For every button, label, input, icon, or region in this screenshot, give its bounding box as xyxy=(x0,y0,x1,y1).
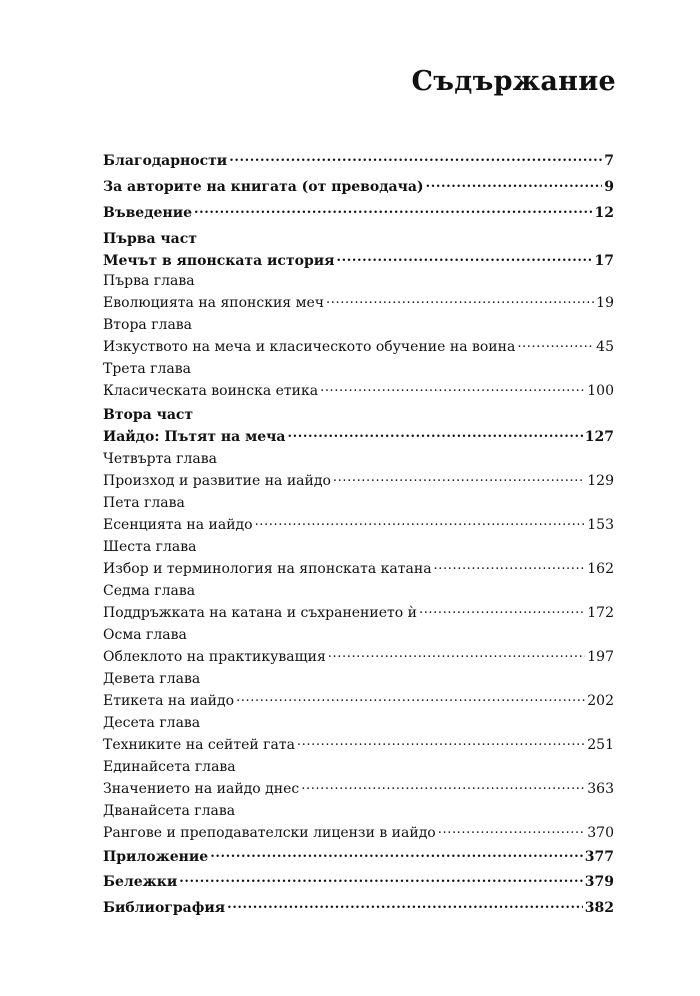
dot-leader xyxy=(517,332,594,354)
dot-leader xyxy=(333,466,585,488)
toc-entry[interactable] xyxy=(103,448,614,492)
toc-line xyxy=(103,292,614,314)
dot-leader xyxy=(336,246,592,268)
toc-line xyxy=(103,202,614,224)
entry-title: За авторите на книгата (от преводача) xyxy=(103,179,424,195)
entry-title: Есенцията на иайдо xyxy=(103,517,253,533)
toc-entry[interactable] xyxy=(103,150,614,172)
toc-line xyxy=(103,897,614,919)
toc-line xyxy=(103,646,614,668)
page-number: 377 xyxy=(584,849,614,865)
entry-title: Мечът в японската история xyxy=(103,253,335,269)
toc-entry[interactable] xyxy=(103,228,614,272)
page-number: 370 xyxy=(587,825,614,841)
toc-line xyxy=(103,514,614,536)
dot-leader xyxy=(426,172,603,194)
page-number: 100 xyxy=(587,383,614,399)
dot-leader xyxy=(297,730,585,752)
dot-leader xyxy=(236,686,585,708)
toc-line xyxy=(103,846,614,868)
dot-leader xyxy=(328,642,585,664)
entry-title: Рангове и преподавателски лицензи в иайдо xyxy=(103,825,436,841)
dot-leader xyxy=(438,818,586,840)
page-number: 363 xyxy=(587,781,614,797)
toc-entry[interactable] xyxy=(103,871,614,893)
toc-entry[interactable] xyxy=(103,668,614,712)
dot-leader xyxy=(320,376,585,398)
page-number: 127 xyxy=(584,429,614,445)
toc-line xyxy=(103,150,614,172)
toc-line xyxy=(103,558,614,580)
toc-entry[interactable] xyxy=(103,358,614,402)
chapter-heading: Трета глава xyxy=(103,361,191,377)
toc-entry[interactable] xyxy=(103,897,614,919)
page-number: 251 xyxy=(587,737,614,753)
entry-title: Етикета на иайдо xyxy=(103,693,235,709)
dot-leader xyxy=(434,554,586,576)
entry-title: Благодарности xyxy=(103,153,228,169)
toc-entry[interactable] xyxy=(103,492,614,536)
entry-title: Произход и развитие на иайдо xyxy=(103,473,331,489)
entry-title: Въведение xyxy=(103,205,192,221)
dot-leader xyxy=(419,598,585,620)
part-heading: Втора част xyxy=(103,407,194,423)
entry-title: Приложение xyxy=(103,849,209,865)
chapter-heading: Първа глава xyxy=(103,273,195,289)
page-number: 129 xyxy=(587,473,614,489)
dot-leader xyxy=(179,867,582,889)
toc-entry[interactable] xyxy=(103,624,614,668)
page-number: 162 xyxy=(587,561,614,577)
page-number: 172 xyxy=(587,605,614,621)
chapter-heading: Пета глава xyxy=(103,495,185,511)
entry-title: Техниките на сейтей гата xyxy=(103,737,295,753)
chapter-heading: Единайсета глава xyxy=(103,759,236,775)
toc-line xyxy=(103,734,614,756)
toc-entry[interactable] xyxy=(103,536,614,580)
toc-line xyxy=(103,380,614,402)
chapter-heading: Дванайсета глава xyxy=(103,803,236,819)
dot-leader xyxy=(210,842,583,864)
chapter-heading: Четвърта глава xyxy=(103,451,217,467)
toc-line xyxy=(103,690,614,712)
chapter-heading: Втора глава xyxy=(103,317,193,333)
toc-entry[interactable] xyxy=(103,314,614,358)
dot-leader xyxy=(227,893,583,915)
entry-title: Бележки xyxy=(103,874,178,890)
page-number: 7 xyxy=(604,153,614,169)
toc-line xyxy=(103,176,614,198)
entry-title: Избор и терминология на японската катана xyxy=(103,561,432,577)
page-number: 153 xyxy=(587,517,614,533)
toc-entry[interactable] xyxy=(103,580,614,624)
entry-title: Иайдо: Пътят на меча xyxy=(103,429,286,445)
toc-entry[interactable] xyxy=(103,270,614,314)
toc-line xyxy=(103,426,614,448)
page-number: 12 xyxy=(594,205,614,221)
entry-title: Значението на иайдо днес xyxy=(103,781,300,797)
page-number: 382 xyxy=(584,900,614,916)
dot-leader xyxy=(255,510,586,532)
dot-leader xyxy=(194,198,593,220)
entry-title: Библиография xyxy=(103,900,226,916)
dot-leader xyxy=(326,288,594,310)
toc-line xyxy=(103,778,614,800)
toc-entry[interactable] xyxy=(103,712,614,756)
toc-entry[interactable] xyxy=(103,846,614,868)
page-number: 197 xyxy=(587,649,614,665)
dot-leader xyxy=(301,774,585,796)
page-number: 379 xyxy=(584,874,614,890)
page-number: 17 xyxy=(594,253,614,269)
toc-entry[interactable] xyxy=(103,404,614,448)
page-number: 19 xyxy=(596,295,614,311)
chapter-heading: Седма глава xyxy=(103,583,196,599)
toc-line xyxy=(103,470,614,492)
toc-entry[interactable] xyxy=(103,800,614,844)
toc-line xyxy=(103,871,614,893)
entry-title: Облеклото на практикуващия xyxy=(103,649,326,665)
chapter-heading: Шеста глава xyxy=(103,539,197,555)
page-title: Съдържание xyxy=(411,66,616,97)
chapter-heading: Девета глава xyxy=(103,671,201,687)
entry-title: Еволюцията на японския меч xyxy=(103,295,325,311)
part-heading: Първа част xyxy=(103,231,197,247)
page-number: 45 xyxy=(596,339,614,355)
toc-line xyxy=(103,250,614,272)
toc-entry[interactable] xyxy=(103,202,614,224)
toc-entry[interactable] xyxy=(103,176,614,198)
toc-line xyxy=(103,336,614,358)
toc-entry[interactable] xyxy=(103,756,614,800)
chapter-heading: Десета глава xyxy=(103,715,201,731)
toc-line xyxy=(103,822,614,844)
page-number: 202 xyxy=(587,693,614,709)
entry-title: Поддръжката на катана и съхранението ѝ xyxy=(103,605,417,621)
toc-line xyxy=(103,602,614,624)
page-number: 9 xyxy=(604,179,614,195)
dot-leader xyxy=(229,146,602,168)
entry-title: Класическата воинска етика xyxy=(103,383,319,399)
chapter-heading: Осма глава xyxy=(103,627,187,643)
entry-title: Изкуството на меча и класическото обучение на воина xyxy=(103,339,516,355)
dot-leader xyxy=(288,422,583,444)
